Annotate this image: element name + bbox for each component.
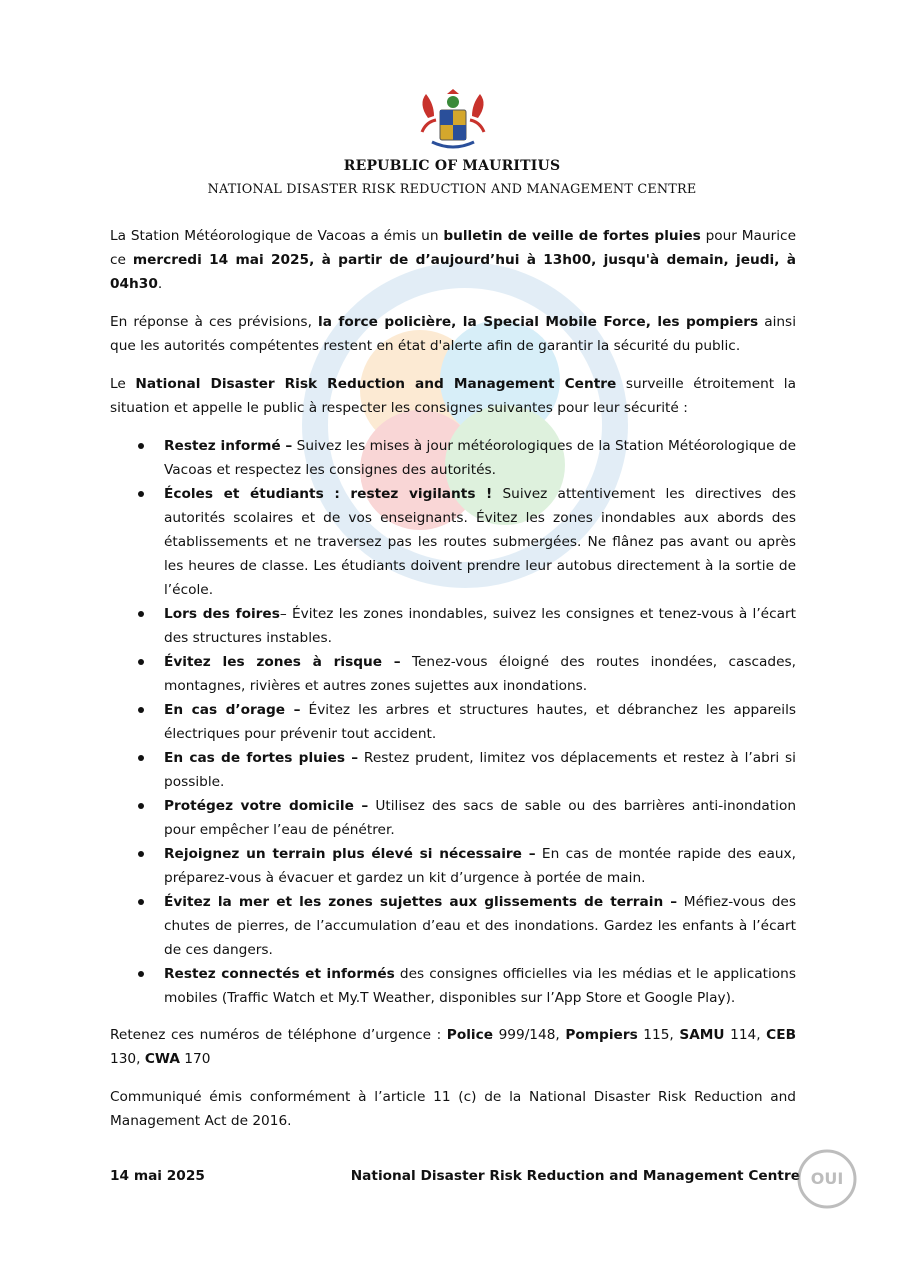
country-heading: REPUBLIC OF MAURITIUS bbox=[343, 158, 561, 174]
radio-logo-watermark bbox=[796, 1148, 858, 1210]
intro-paragraph-2: En réponse à ces prévisions, la force policière, la Special Mobile Force, les pompiers ainsi que les autorités compétentes restent en état d'alerte afin de garantir la sécurité du public. bbox=[110, 314, 796, 354]
list-item: En cas d’orage – Évitez les arbres et structures hautes, et débranchez les appareils électriques pour prévenir tout accident. bbox=[164, 698, 796, 746]
organization-heading: NATIONAL DISASTER RISK REDUCTION AND MANAGEMENT CENTRE bbox=[207, 182, 697, 197]
list-item: Rejoignez un terrain plus élevé si nécessaire – En cas de montée rapide des eaux, préparez-vous à évacuer et gardez un kit d’urgence à portée de main. bbox=[164, 842, 796, 890]
svg-text:OUI: OUI bbox=[810, 1169, 844, 1188]
list-item: Protégez votre domicile – Utilisez des sacs de sable ou des barrières anti-inondation pour empêcher l’eau de pénétrer. bbox=[164, 794, 796, 842]
footer-date: 14 mai 2025 bbox=[110, 1168, 205, 1184]
bulletin-body bbox=[110, 224, 796, 1147]
intro-paragraph-1: La Station Météorologique de Vacoas a émis un bulletin de veille de fortes pluies pour Maurice ce mercredi 14 mai 2025, à partir de d’aujourd’hui à 13h00, jusqu'à demain, jeudi, à 04h30. bbox=[110, 228, 796, 292]
list-item: Évitez les zones à risque – Tenez-vous éloigné des routes inondées, cascades, montagnes, rivières et autres zones sujettes aux inondations. bbox=[164, 650, 796, 698]
list-item: Restez informé – Suivez les mises à jour météorologiques de la Station Météorologique de Vacoas et respectez les consignes des autorités. bbox=[164, 434, 796, 482]
emergency-numbers: Retenez ces numéros de téléphone d’urgence : Police 999/148, Pompiers 115, SAMU 114, CEB 130, CWA 170 bbox=[110, 1027, 796, 1067]
safety-rules-list bbox=[110, 434, 796, 1010]
intro-paragraph-3: Le National Disaster Risk Reduction and Management Centre surveille étroitement la situation et appelle le public à respecter les consignes suivantes pour leur sécurité : bbox=[110, 376, 796, 416]
closing-statement: Communiqué émis conformément à l’article 11 (c) de la National Disaster Risk Reduction and Management Act de 2016. bbox=[110, 1089, 796, 1129]
coat-of-arms bbox=[414, 88, 492, 154]
list-item: Évitez la mer et les zones sujettes aux glissements de terrain – Méfiez-vous des chutes de pierres, de l’accumulation d’eau et des inondations. Gardez les enfants à l’écart de ces dangers. bbox=[164, 890, 796, 962]
list-item: En cas de fortes pluies – Restez prudent, limitez vos déplacements et restez à l’abri si possible. bbox=[164, 746, 796, 794]
list-item: Lors des foires– Évitez les zones inondables, suivez les consignes et tenez-vous à l’écart des structures instables. bbox=[164, 602, 796, 650]
list-item: Restez connectés et informés des consignes officielles via les médias et le applications mobiles (Traffic Watch et My.T Weather, disponibles sur l’App Store et Google Play). bbox=[164, 962, 796, 1010]
footer-organization: National Disaster Risk Reduction and Management Centre bbox=[350, 1168, 800, 1184]
list-item: Écoles et étudiants : restez vigilants ! Suivez attentivement les directives des autorités scolaires et de vos enseignants. Évitez les zones inondables aux abords des établissements et ne traversez pas les routes submergées. Ne flânez pas avant ou après les heures de classe. Les étudiants doivent prendre leur autobus directement à la sortie de l’école. bbox=[164, 482, 796, 602]
